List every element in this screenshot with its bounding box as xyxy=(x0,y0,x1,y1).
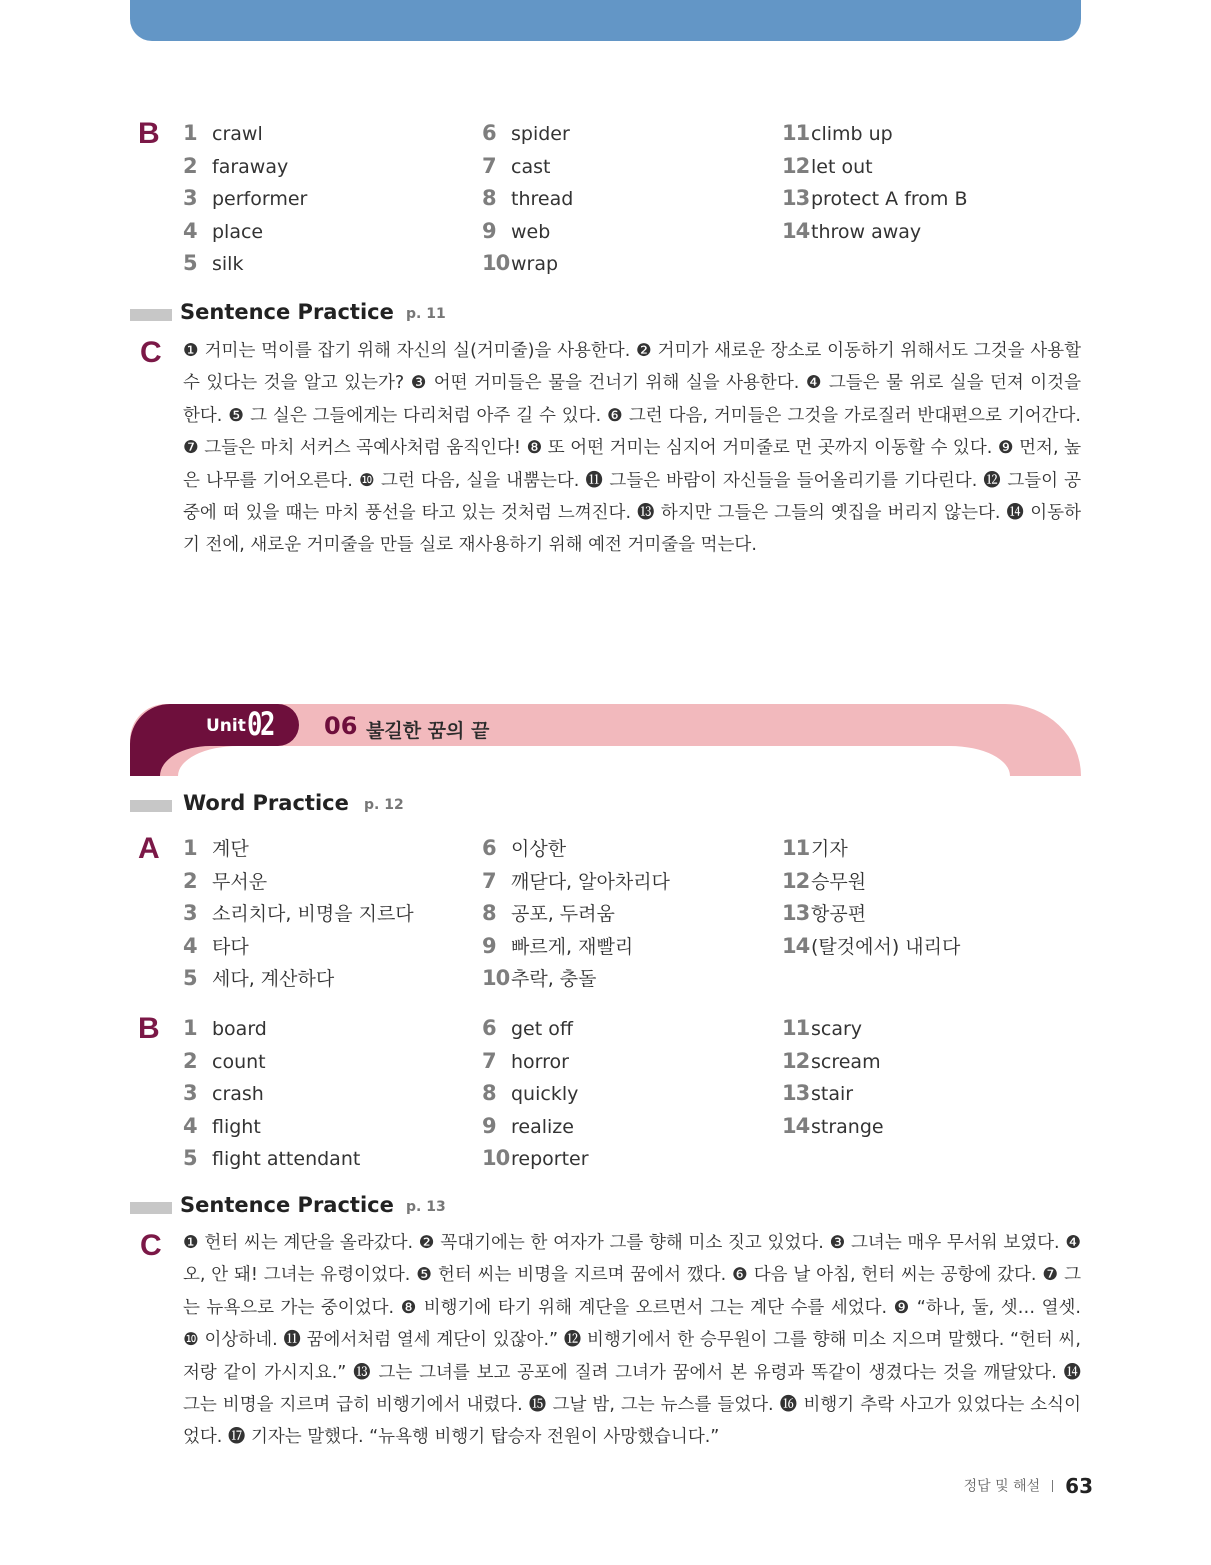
word-item: 2 무서운 xyxy=(183,868,268,893)
unit-number: 02 xyxy=(247,705,274,743)
word-item: 12승무원 xyxy=(782,868,867,893)
word-column-1 xyxy=(183,117,473,280)
heading-bar xyxy=(130,800,172,812)
word-item: 10wrap xyxy=(482,251,559,275)
section-b-letter: B xyxy=(138,1012,160,1045)
word-item: 9 realize xyxy=(482,1113,574,1138)
footer-divider xyxy=(1052,1480,1053,1492)
word-item: 3 소리치다, 비명을 지르다 xyxy=(183,901,414,925)
word-item: 5 flight attendant xyxy=(183,1146,361,1170)
word-item: 8 quickly xyxy=(482,1081,579,1105)
unit-banner xyxy=(130,704,1081,776)
heading-page-ref: p. 13 xyxy=(406,1199,446,1215)
page-footer xyxy=(964,1474,1093,1498)
section-c-letter: C xyxy=(140,1229,162,1262)
word-column-2 xyxy=(482,832,772,995)
word-item: 11scary xyxy=(782,1016,863,1040)
word-item: 7 horror xyxy=(482,1048,569,1073)
word-column-1 xyxy=(183,1012,473,1175)
heading-title: Sentence Practice xyxy=(180,300,394,324)
word-column-3 xyxy=(782,1012,1072,1142)
word-item: 1 crawl xyxy=(183,121,263,145)
heading-bar xyxy=(130,1202,172,1214)
word-column-1 xyxy=(183,832,473,995)
footer-label: 정답 및 해설 xyxy=(963,1478,1041,1495)
word-item: 3 crash xyxy=(183,1081,264,1105)
word-item: 14throw away xyxy=(782,218,922,243)
translation-paragraph: ❶ 헌터 씨는 계단을 올라갔다. ❷ 꼭대기에는 한 여자가 그를 향해 미소 짓고 있었다. ❸ 그녀는 매우 무서워 보였다. ❹ 오, 안 돼! 그녀는 유령이었다. ❺ 헌터 씨는 비명을 지르며 꿈에서 깼다. ❻ 다음 날 아침, 헌터 씨는 공항에 갔다. ❼ 그는 뉴욕으로 가는 중이었다. ❽ 비행기에 타기 위해 계단을 오르면서 그는 계단 수를 세었다. ❾ “하나, 둘, 셋… 열셋. ❿ 이상하네. ⓫ 꿈에서처럼 열세 계단이 있잖아.” ⓬ 비행기에서 한 승무원이 그를 향해 미소 지으며 말했다. “헌터 씨, 저랑 같이 가시지요.” ⓭ 그는 그녀를 보고 공포에 질려 그녀가 꿈에서 본 유령과 똑같이 생겼다는 것을 깨달았다. ⓮ 그는 비명을 지르며 급히 비행기에서 내렸다. ⓯ 그날 밤, 그는 뉴스를 들었다. ⓰ 비행기 추락 사고가 있었다는 소식이었다. ⓱ 기자는 말했다. “뉴욕행 비행기 탑승자 전원이 사망했습니다.” xyxy=(183,1233,1081,1448)
word-item: 4 타다 xyxy=(183,933,249,958)
word-item: 5 세다, 계산하다 xyxy=(183,966,335,990)
word-item: 8 thread xyxy=(482,186,574,210)
word-column-3 xyxy=(782,832,1072,962)
word-item: 6 get off xyxy=(482,1016,573,1040)
word-item: 2 count xyxy=(183,1048,266,1073)
word-item: 3 performer xyxy=(183,186,308,210)
word-item: 10reporter xyxy=(482,1146,589,1170)
word-item: 13stair xyxy=(782,1081,854,1105)
section-b-letter: B xyxy=(138,117,160,150)
word-item: 2 faraway xyxy=(183,153,289,178)
word-item: 11climb up xyxy=(782,121,893,145)
section-a-letter: A xyxy=(138,832,160,865)
word-item: 9 빠르게, 재빨리 xyxy=(482,933,634,958)
word-item: 1 계단 xyxy=(183,836,249,860)
heading-page-ref: p. 11 xyxy=(406,306,446,322)
word-item: 4 place xyxy=(183,218,264,243)
word-column-3 xyxy=(782,117,1072,247)
heading-title: Sentence Practice xyxy=(180,1193,394,1217)
word-item: 8 공포, 두려움 xyxy=(482,901,615,925)
word-item: 4 flight xyxy=(183,1113,261,1138)
word-item: 12scream xyxy=(782,1048,881,1073)
word-item: 6 이상한 xyxy=(482,836,567,860)
word-item: 7 깨닫다, 알아차리다 xyxy=(482,868,670,893)
word-item: 11기자 xyxy=(782,836,848,860)
heading-page-ref: p. 12 xyxy=(364,797,404,813)
word-item: 5 silk xyxy=(183,251,244,275)
word-item: 1 board xyxy=(183,1016,267,1040)
unit-label: Unit xyxy=(206,716,246,736)
lesson-number: 06 xyxy=(324,712,358,740)
heading-title: Word Practice xyxy=(183,791,349,815)
word-item: 14strange xyxy=(782,1113,884,1138)
word-column-2 xyxy=(482,1012,772,1175)
word-item: 6 spider xyxy=(482,121,570,145)
word-item: 7 cast xyxy=(482,153,551,178)
lesson-title: 불길한 꿈의 끝 xyxy=(366,720,490,742)
word-item: 12let out xyxy=(782,153,873,178)
heading-bar xyxy=(130,309,172,321)
translation-paragraph: ❶ 거미는 먹이를 잡기 위해 자신의 실(거미줄)을 사용한다. ❷ 거미가 새로운 장소로 이동하기 위해서도 그것을 사용할 수 있다는 것을 알고 있는가? ❸ 어떤 거미들은 물을 건너기 위해 실을 사용한다. ❹ 그들은 물 위로 실을 던져 이것을 한다. ❺ 그 실은 그들에게는 다리처럼 아주 길 수 있다. ❻ 그런 다음, 거미들은 그것을 가로질러 반대편으로 기어간다. ❼ 그들은 마치 서커스 곡예사처럼 움직인다! ❽ 또 어떤 거미는 심지어 거미줄로 먼 곳까지 이동할 수 있다. ❾ 먼저, 높은 나무를 기어오른다. ❿ 그런 다음, 실을 내뿜는다. ⓫ 그들은 바람이 자신들을 들어올리기를 기다린다. ⓬ 그들이 공중에 떠 있을 때는 마치 풍선을 타고 있는 것처럼 느껴진다. ⓭ 하지만 그들은 그들의 옛집을 버리지 않는다. ⓮ 이동하기 전에, 새로운 거미줄을 만들 실로 재사용하기 위해 예전 거미줄을 먹는다. xyxy=(183,341,1081,556)
word-item: 9 web xyxy=(482,218,551,243)
page-number: 63 xyxy=(1065,1474,1093,1498)
top-color-bar xyxy=(130,0,1081,41)
word-item: 13protect A from B xyxy=(782,186,968,210)
word-item: 10추락, 충돌 xyxy=(482,966,597,990)
word-item: 13항공편 xyxy=(782,901,867,925)
word-item: 14(탈것에서) 내리다 xyxy=(782,933,961,958)
section-c-letter: C xyxy=(140,336,162,369)
word-column-2 xyxy=(482,117,772,280)
